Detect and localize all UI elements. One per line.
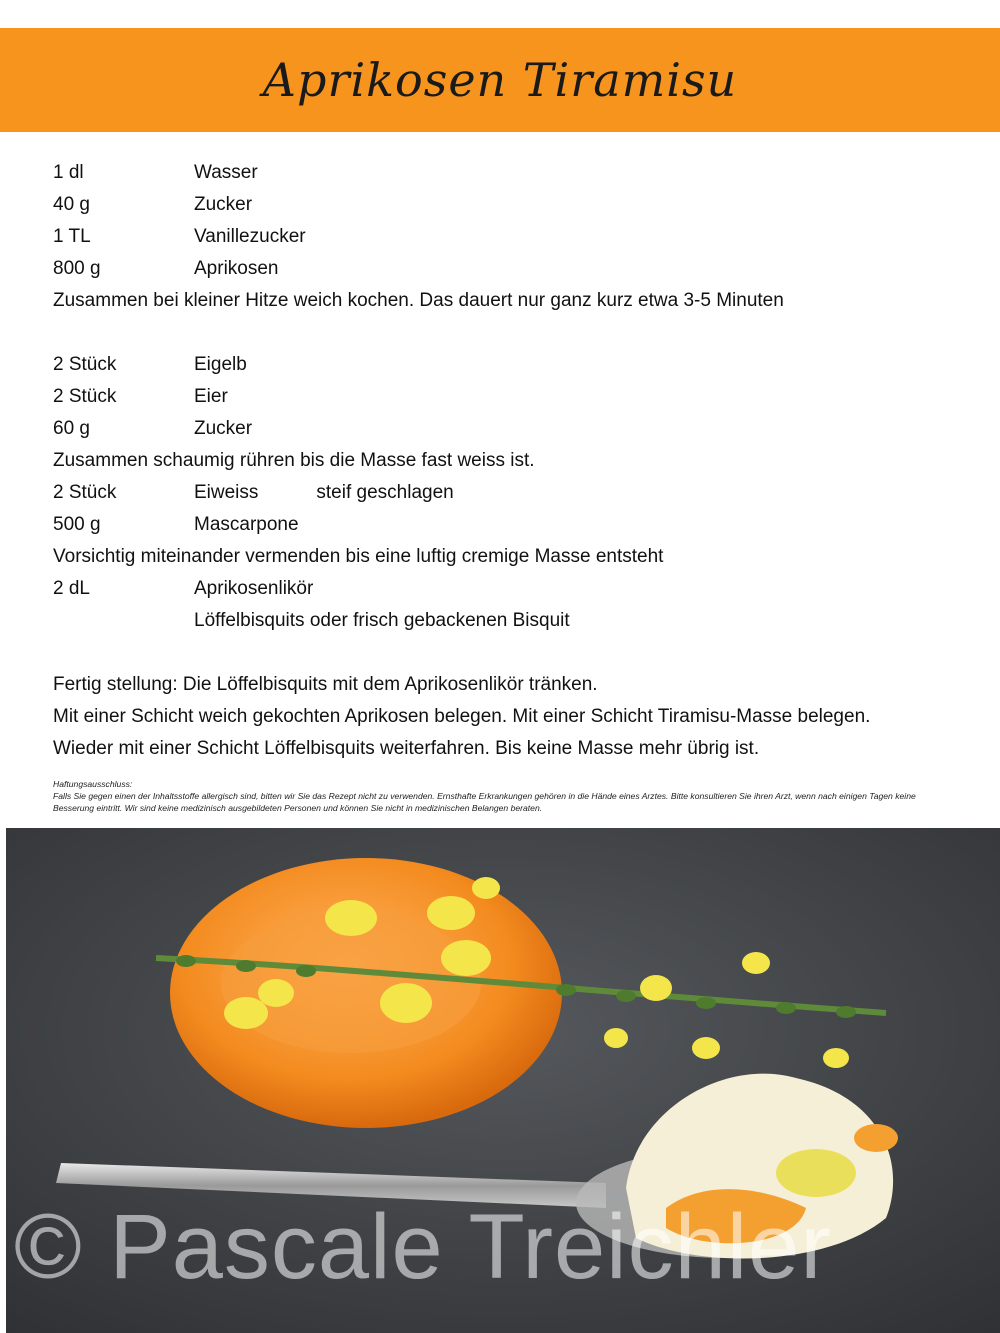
ingredient-qty: 1 dl xyxy=(53,162,84,183)
finishing-text: Wieder mit einer Schicht Löffelbisquits weiterfahren. Bis keine Masse mehr übrig ist. xyxy=(53,738,760,759)
ingredient-name: Aprikosenlikör xyxy=(194,578,314,599)
ingredient-name: Wasser xyxy=(194,162,258,183)
ingredient-name: Aprikosen xyxy=(194,258,279,279)
disclaimer xyxy=(53,778,953,814)
ingredient-name: Löffelbisquits oder frisch gebackenen Bisquit xyxy=(194,610,570,631)
ingredient-row xyxy=(53,189,953,221)
ingredient-qty: 2 dL xyxy=(53,578,90,599)
copyright-watermark: © Pascale Treichler xyxy=(14,1196,832,1298)
ingredient-row xyxy=(53,157,953,189)
ingredient-row xyxy=(53,605,953,637)
ingredient-qty: 40 g xyxy=(53,194,90,215)
ingredient-row xyxy=(53,253,953,285)
finishing-text: Mit einer Schicht weich gekochten Aprikosen belegen. Mit einer Schicht Tiramisu-Masse belegen. xyxy=(53,706,871,727)
instruction-text: Zusammen bei kleiner Hitze weich kochen. Das dauert nur ganz kurz etwa 3-5 Minuten xyxy=(53,290,784,311)
ingredient-name: Vanillezucker xyxy=(194,226,306,247)
ingredient-name: Eiweiss xyxy=(194,482,259,503)
ingredient-row xyxy=(53,509,953,541)
finishing-text: Fertig stellung: Die Löffelbisquits mit dem Aprikosenlikör tränken. xyxy=(53,674,598,695)
ingredient-qty: 2 Stück xyxy=(53,482,117,503)
ingredient-row xyxy=(53,381,953,413)
ingredient-name: Mascarpone xyxy=(194,514,299,535)
ingredient-row xyxy=(53,221,953,253)
disclaimer-heading: Haftungsausschluss: xyxy=(53,779,133,789)
ingredient-row xyxy=(53,349,953,381)
ingredient-qty: 800 g xyxy=(53,258,101,279)
recipe-body xyxy=(53,157,953,765)
ingredient-name: Zucker xyxy=(194,418,253,439)
ingredient-name: Zucker xyxy=(194,194,253,215)
ingredient-row xyxy=(53,413,953,445)
instruction-text: Zusammen schaumig rühren bis die Masse fast weiss ist. xyxy=(53,450,535,471)
disclaimer-text: Falls Sie gegen einen der Inhaltsstoffe allergisch sind, bitten wir Sie das Rezept nicht zu verwenden. Ernsthafte Erkrankungen gehören in die Hände eines Arztes. Bitte konsultieren Sie ihren Arzt, wenn nach einigen Tagen keine Besserung eintritt. Wir sind keine medizinisch ausgebildeten Personen und können Sie nicht in medizinischen Belangen beraten. xyxy=(53,791,916,813)
ingredient-row xyxy=(53,573,953,605)
ingredient-name: Eier xyxy=(194,386,228,407)
instruction-text: Vorsichtig miteinander vermenden bis eine luftig cremige Masse entsteht xyxy=(53,546,664,567)
title-banner xyxy=(0,28,1000,132)
page-title: Aprikosen Tiramisu xyxy=(262,53,738,107)
ingredient-qty: 500 g xyxy=(53,514,101,535)
ingredient-qty xyxy=(53,605,194,637)
ingredient-qty: 2 Stück xyxy=(53,354,117,375)
ingredient-qty: 60 g xyxy=(53,418,90,439)
ingredient-qty: 2 Stück xyxy=(53,386,117,407)
ingredient-qty: 1 TL xyxy=(53,226,91,247)
ingredient-name: Eigelb xyxy=(194,354,247,375)
ingredient-note: steif geschlagen xyxy=(316,482,454,503)
ingredient-row xyxy=(53,477,953,509)
